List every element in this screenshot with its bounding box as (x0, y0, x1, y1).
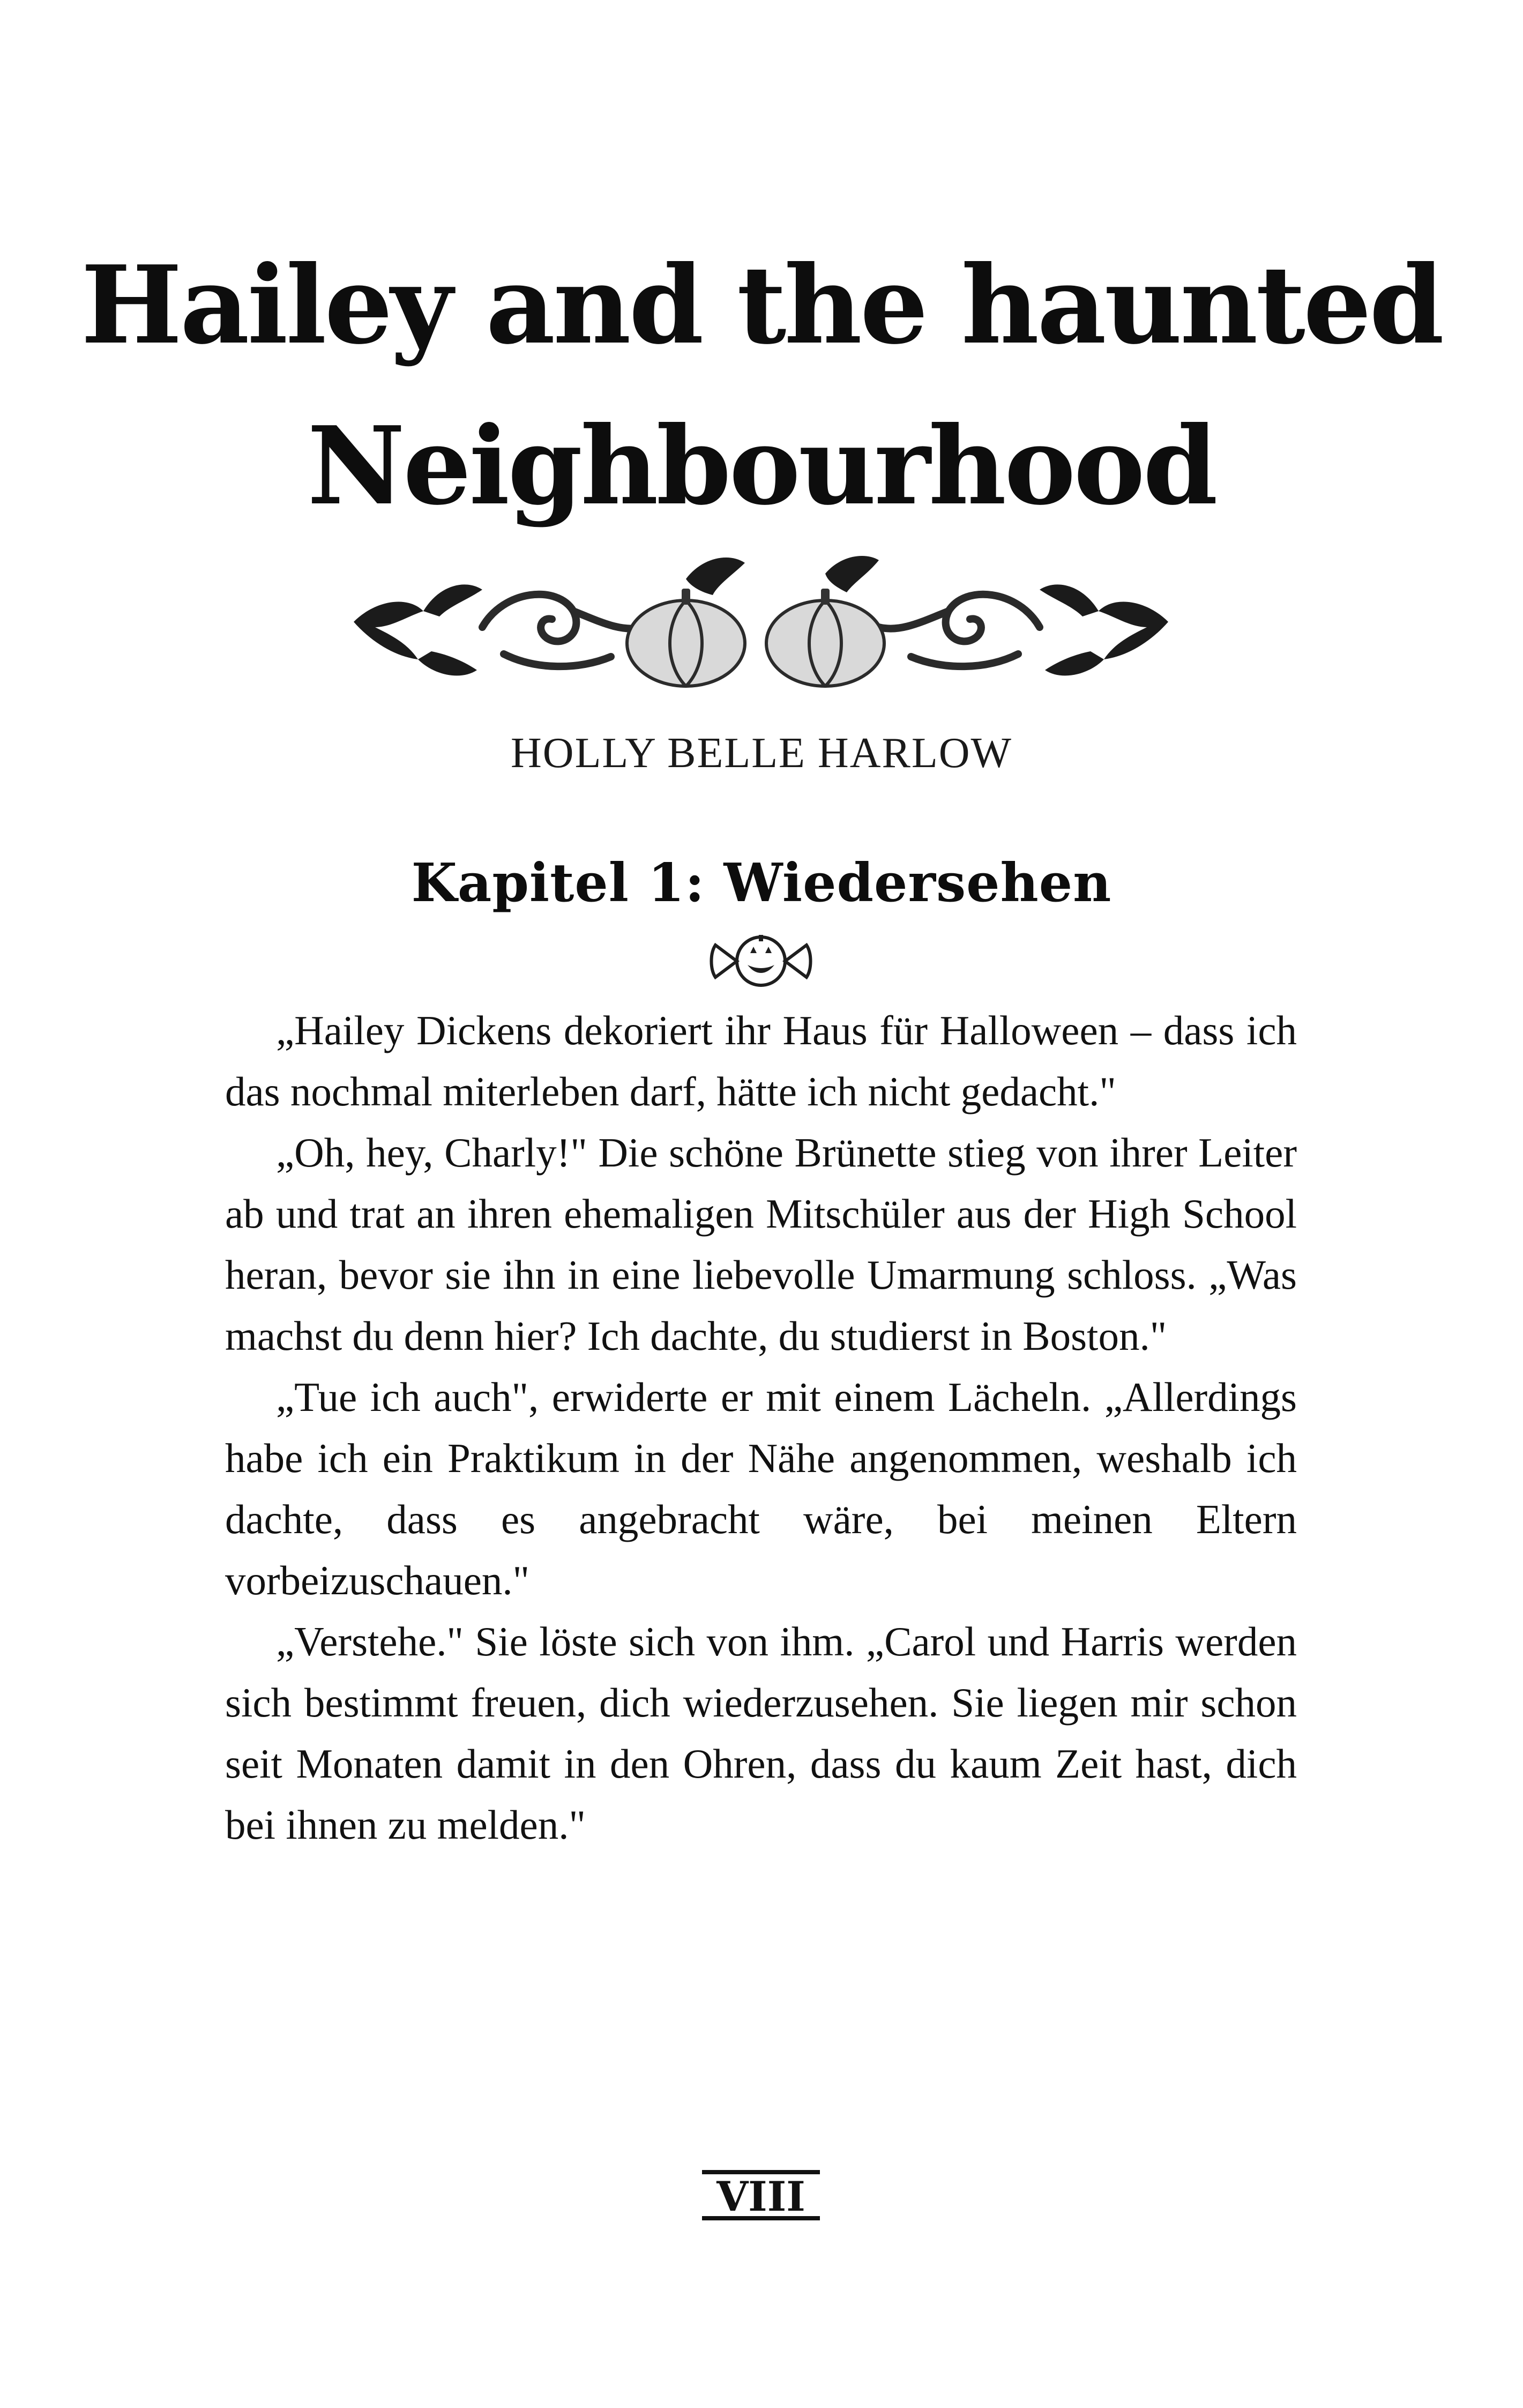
book-title-line-2: Neighbourhood (307, 403, 1216, 529)
chapter-text (225, 1000, 1297, 1855)
page-number (697, 2166, 825, 2225)
page-number-text: VIII (716, 2173, 805, 2220)
pumpkin-vine-ornament-icon (343, 541, 1179, 702)
paragraph: „Tue ich auch", erwiderte er mit einem Lächeln. „Allerdings habe ich ein Praktikum in der Nähe angenommen, weshalb ich dachte, dass es angebracht wäre, bei meinen Eltern vorbeizuschauen." (225, 1374, 1297, 1603)
pumpkin-candy-icon (707, 932, 815, 991)
paragraph: „Oh, hey, Charly!" Die schöne Brünette stieg von ihrer Leiter ab und trat an ihren ehemaligen Mitschüler aus der High School heran, bevor sie ihn in eine liebevolle Umarmung schloss. „Was machst du denn hier? Ich dachte, du studierst in Boston." (225, 1129, 1297, 1359)
paragraph: „Verstehe." Sie löste sich von ihm. „Carol und Harris werden sich bestimmt freuen, dich wiederzusehen. Sie liegen mir schon seit Monaten damit in den Ohren, dass du kaum Zeit hast, dich bei ihnen zu melden." (225, 1618, 1297, 1848)
paragraph: „Hailey Dickens dekoriert ihr Haus für Halloween – dass ich das nochmal miterleben darf, hätte ich nicht gedacht." (225, 1007, 1297, 1114)
chapter-heading: Kapitel 1: Wiedersehen (411, 852, 1112, 914)
author-name: HOLLY BELLE HARLOW (511, 730, 1012, 777)
book-title-line-1: Hailey and the haunted (80, 242, 1443, 368)
